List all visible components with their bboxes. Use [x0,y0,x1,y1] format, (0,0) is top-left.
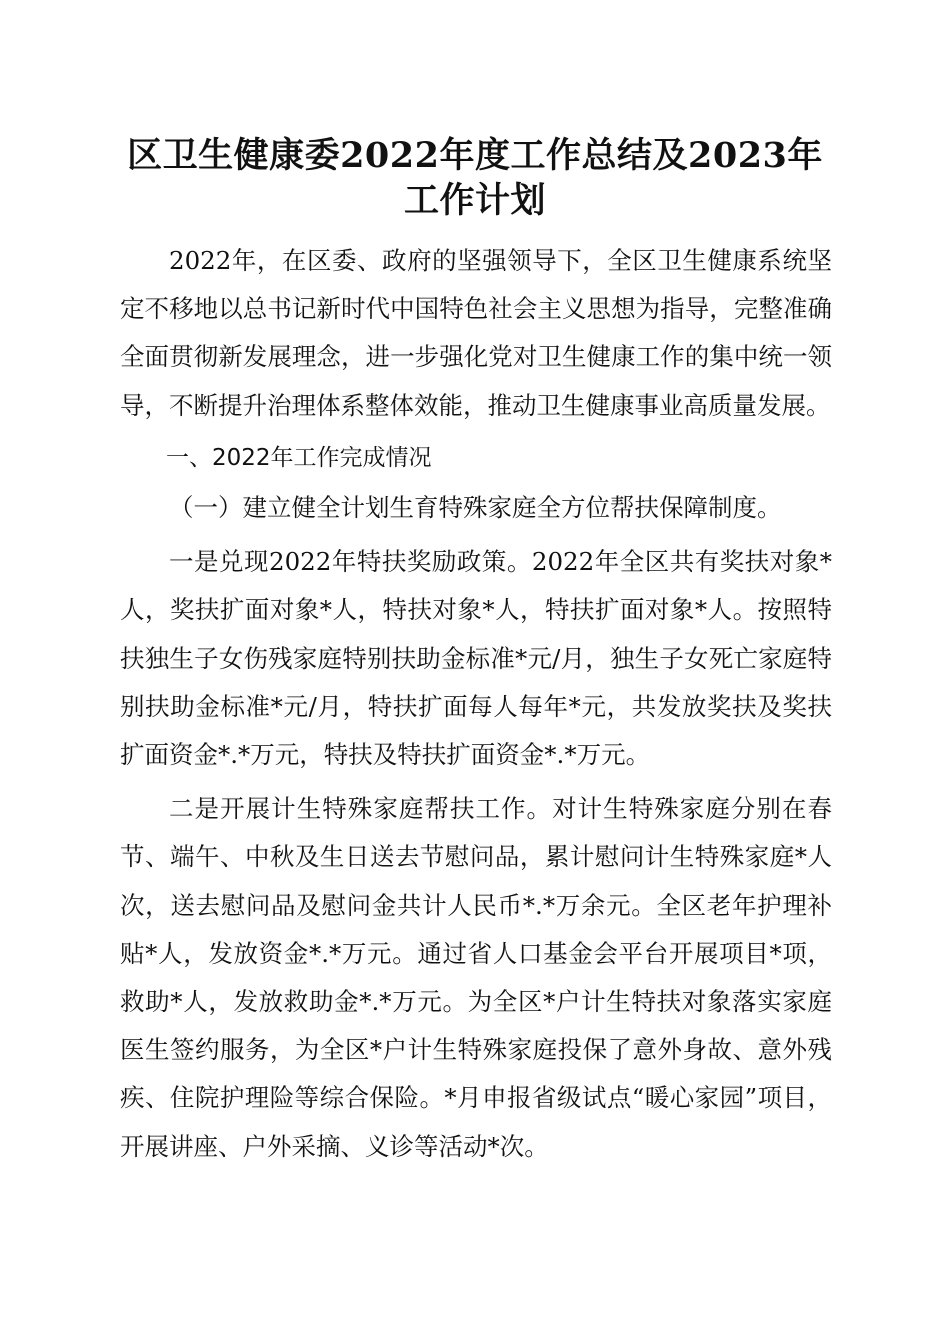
subsection-heading: （一）建立健全计划生育特殊家庭全方位帮扶保障制度。 [169,493,782,523]
document-body [120,237,832,1171]
body-paragraph: 一是兑现2022年特扶奖励政策。2022年全区共有奖扶对象*人，奖扶扩面对象*人，特扶对象*人，特扶扩面对象*人。按照特扶独生子女伤残家庭特别扶助金标准*元/月，独生子女死亡家庭特别扶助金标准*元/月，特扶扩面每人每年*元，共发放奖扶及奖扶扩面资金*.*万元，特扶及特扶扩面资金*.*万元。 [120,547,832,770]
body-paragraph: 二是开展计生特殊家庭帮扶工作。对计生特殊家庭分别在春节、端午、中秋及生日送去节慰问品，累计慰问计生特殊家庭*人次，送去慰问品及慰问金共计人民币*.*万余元。全区老年护理补贴*人，发放资金*.*万元。通过省人口基金会平台开展项目*项，救助*人，发放救助金*.*万元。为全区*户计生特扶对象落实家庭医生签约服务，为全区*户计生特殊家庭投保了意外身故、意外残疾、住院护理险等综合保险。*月申报省级试点“暖心家园”项目，开展讲座、户外采摘、义诊等活动*次。 [120,794,832,1161]
document-title: 区卫生健康委2022年度工作总结及2023年工作计划 [127,135,823,221]
section-heading: 一、2022年工作完成情况 [166,444,432,471]
intro-paragraph: 2022年，在区委、政府的坚强领导下，全区卫生健康系统坚定不移地以总书记新时代中国特色社会主义思想为指导，完整准确全面贯彻新发展理念，进一步强化党对卫生健康工作的集中统一领导，不断提升治理体系整体效能，推动卫生健康事业高质量发展。 [120,246,832,420]
